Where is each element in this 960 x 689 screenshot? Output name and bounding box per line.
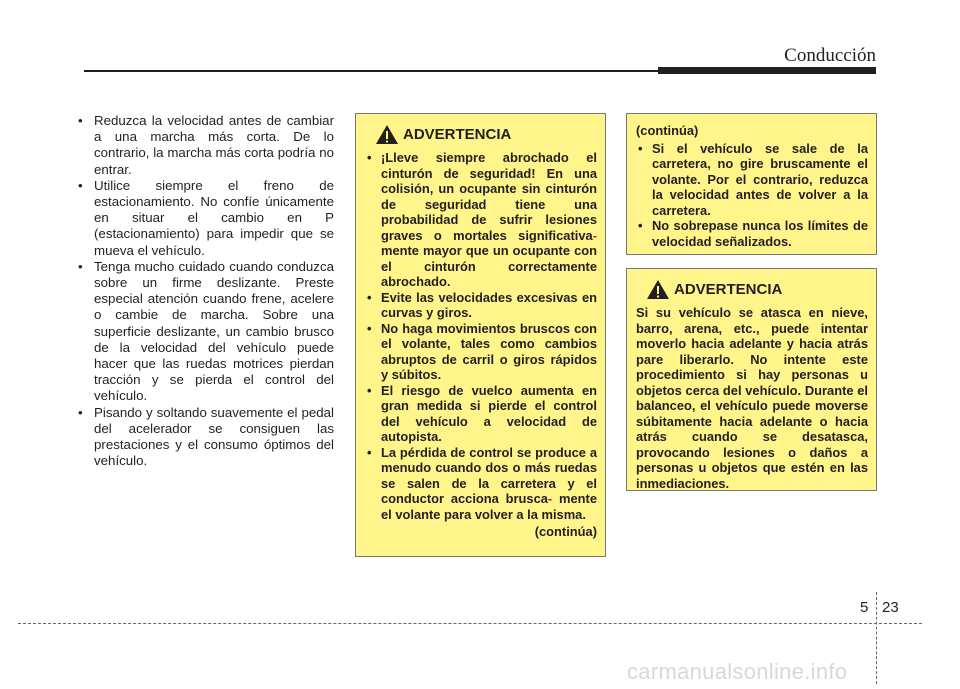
warning-header (365, 124, 597, 145)
warning-box-continued (626, 113, 877, 255)
chapter-number: 5 (860, 599, 869, 616)
warning-list (636, 141, 868, 250)
warning-box-seatbelt (355, 113, 606, 557)
warning-title: ADVERTENCIA (403, 125, 512, 143)
continued-label: (continúa) (636, 123, 699, 138)
header-rule (84, 70, 658, 72)
warning-triangle-icon (375, 124, 399, 145)
list-item: • Reduzca la velocidad antes de cambiar a una marcha más corta. De lo contrario, la marcha más corta podría no entrar. (78, 113, 334, 178)
left-bullet-list (78, 113, 334, 469)
warning-box-stuck (626, 268, 877, 491)
warning-triangle-icon (646, 279, 670, 300)
footer-divider (18, 623, 922, 624)
watermark: carmanualsonline.info (627, 659, 848, 684)
list-item: • ¡Lleve siempre abrochado el cinturón de seguridad! En una colisión, un ocupante sin cinturón de seguridad tiene una probabilidad de sufrir lesiones graves o mortales significativa- mente mayor que un ocupante con el cinturón correctamente abrochado. (365, 150, 597, 290)
header-bar (658, 67, 876, 74)
warning-title: ADVERTENCIA (674, 280, 783, 298)
list-item: • La pérdida de control se produce a menudo cuando dos o más ruedas se salen de la carretera y el conductor acciona brusca- mente el volante para volver a la misma. (365, 445, 597, 523)
warning-text: Si su vehículo se atasca en nieve, barro, arena, etc., puede intentar moverlo hacia adelante y hacia atrás pare liberarlo. No intente este procedimiento si hay personas u objetos cerca del vehículo. Durante el balanceo, el vehículo puede moverse súbitamente hacia adelante o hacia atrás cuando se desatasca, provocando lesiones o daños a personas u objetos que estén en las inmediaciones. (636, 305, 868, 491)
warning-header (636, 279, 868, 300)
list-item: • Tenga mucho cuidado cuando conduzca sobre un firme deslizante. Preste especial atención cuando frene, acelere o cambie de marcha. Sobre una superficie deslizante, un cambio brusco de la velocidad del vehículo puede hacer que las ruedas motrices pierdan tracción y se pierda el control del vehículo. (78, 259, 334, 405)
list-item: • Utilice siempre el freno de estacionamiento. No confíe únicamente en situar el cambio en P (estacionamiento) para impedir que se mueva el vehículo. (78, 178, 334, 259)
section-title: Conducción (784, 45, 876, 66)
page-number: 23 (882, 599, 899, 616)
continues-label: (continúa) (534, 524, 597, 539)
list-item: • El riesgo de vuelco aumenta en gran medida si pierde el control del vehículo a velocidad de autopista. (365, 383, 597, 445)
list-item: • No sobrepase nunca los límites de velocidad señalizados. (636, 218, 868, 249)
list-item: • Si el vehículo se sale de la carretera, no gire bruscamente el volante. Por el contrario, reduzca la velocidad antes de volver a la carretera. (636, 141, 868, 219)
left-column (78, 113, 334, 469)
list-item: • Evite las velocidades excesivas en curvas y giros. (365, 290, 597, 321)
list-item: • Pisando y soltando suavemente el pedal del acelerador se consiguen las prestaciones y el consumo óptimos del vehículo. (78, 405, 334, 470)
warning-list (365, 150, 597, 522)
list-item: • No haga movimientos bruscos con el volante, tales como cambios abruptos de carril o giros rápidos y súbitos. (365, 321, 597, 383)
footer-page-separator (876, 592, 877, 684)
